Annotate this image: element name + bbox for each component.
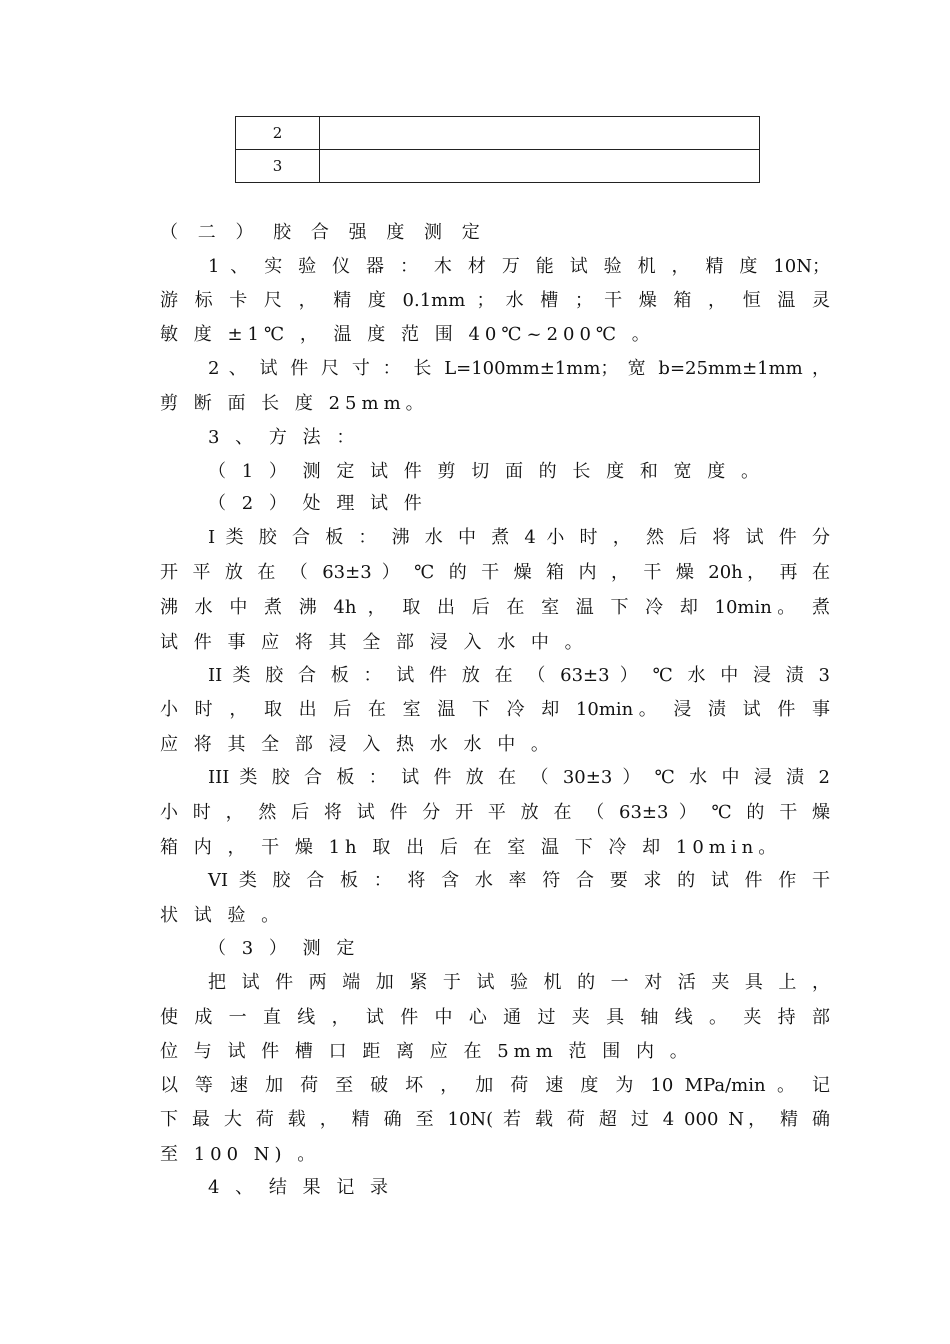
text-line: （ 2 ） 处 理 试 件 [208, 493, 427, 514]
text-line: 应 将 其 全 部 浸 入 热 水 水 中 。 [160, 734, 554, 755]
text-line: （ 3 ） 测 定 [208, 938, 360, 959]
text-line: 状 试 验 。 [160, 905, 285, 926]
text-line: 下 最 大 荷 载 ， 精 确 至 10N( 若 载 荷 超 过 4 000 N， 精 确 [160, 1109, 830, 1130]
row-number: 3 [236, 150, 320, 183]
text-line: 剪 断 面 长 度 25mm。 [160, 393, 429, 414]
text-line: （ 1 ） 测 定 试 件 剪 切 面 的 长 度 和 宽 度 。 [208, 461, 764, 482]
text-line: 箱 内 ， 干 燥 1h 取 出 后 在 室 温 下 冷 却 10min。 [160, 837, 782, 858]
text-line: 游 标 卡 尺 ， 精 度 0.1mm ； 水 槽 ； 干 燥 箱 ， 恒 温 灵 [160, 290, 830, 311]
text-line: 沸 水 中 煮 沸 4h ， 取 出 后 在 室 温 下 冷 却 10min。 煮 [160, 597, 830, 618]
text-line: 使 成 一 直 线 ， 试 件 中 心 通 过 夹 具 轴 线 。 夹 持 部 [160, 1007, 830, 1028]
text-line: 把 试 件 两 端 加 紧 于 试 验 机 的 一 对 活 夹 具 上 ， [208, 972, 830, 993]
table-row [236, 117, 760, 150]
text-line: 1 、 实 验 仪 器 ： 木 材 万 能 试 验 机 ， 精 度 10N； [208, 256, 830, 277]
row-number: 2 [236, 117, 320, 150]
text-line: II 类 胶 合 板 ： 试 件 放 在 （ 63±3 ） ℃ 水 中 浸 渍 3 [208, 665, 830, 686]
table-row [236, 150, 760, 183]
text-line: 以 等 速 加 荷 至 破 坏 ， 加 荷 速 度 为 10 MPa/min 。 记 [160, 1075, 830, 1096]
text-line: 小 时 ， 然 后 将 试 件 分 开 平 放 在 （ 63±3 ） ℃ 的 干 燥 [160, 802, 830, 823]
text-line: 至 100 N) 。 [160, 1144, 321, 1165]
text-line: 开 平 放 在 （ 63±3 ） ℃ 的 干 燥 箱 内 ， 干 燥 20h， 再 在 [160, 562, 830, 583]
text-line: 敏 度 ±1℃ ， 温 度 范 围 40℃~200℃ 。 [160, 324, 655, 345]
row-content [320, 150, 760, 183]
row-content [320, 117, 760, 150]
text-line: III 类 胶 合 板 ： 试 件 放 在 （ 30±3 ） ℃ 水 中 浸 渍 2 [208, 767, 830, 788]
section-heading: （ 二 ） 胶 合 强 度 测 定 [160, 222, 487, 243]
text-line: I 类 胶 合 板 ： 沸 水 中 煮 4 小 时 ， 然 后 将 试 件 分 [208, 527, 830, 548]
text-line: 试 件 事 应 将 其 全 部 浸 入 水 中 。 [160, 632, 588, 653]
text-line: 小 时 ， 取 出 后 在 室 温 下 冷 却 10min。 浸 渍 试 件 事 [160, 699, 830, 720]
text-line: 4 、 结 果 记 录 [208, 1177, 394, 1198]
results-table [235, 116, 760, 183]
text-line: 2 、 试 件 尺 寸 ： 长 L=100mm±1mm； 宽 b=25mm±1mm ， [208, 358, 830, 379]
text-line: 位 与 试 件 槽 口 距 离 应 在 5mm 范 围 内 。 [160, 1041, 693, 1062]
text-line: 3 、 方 法 ： [208, 427, 360, 448]
text-line: VI 类 胶 合 板 ： 将 含 水 率 符 合 要 求 的 试 件 作 干 [208, 870, 830, 891]
